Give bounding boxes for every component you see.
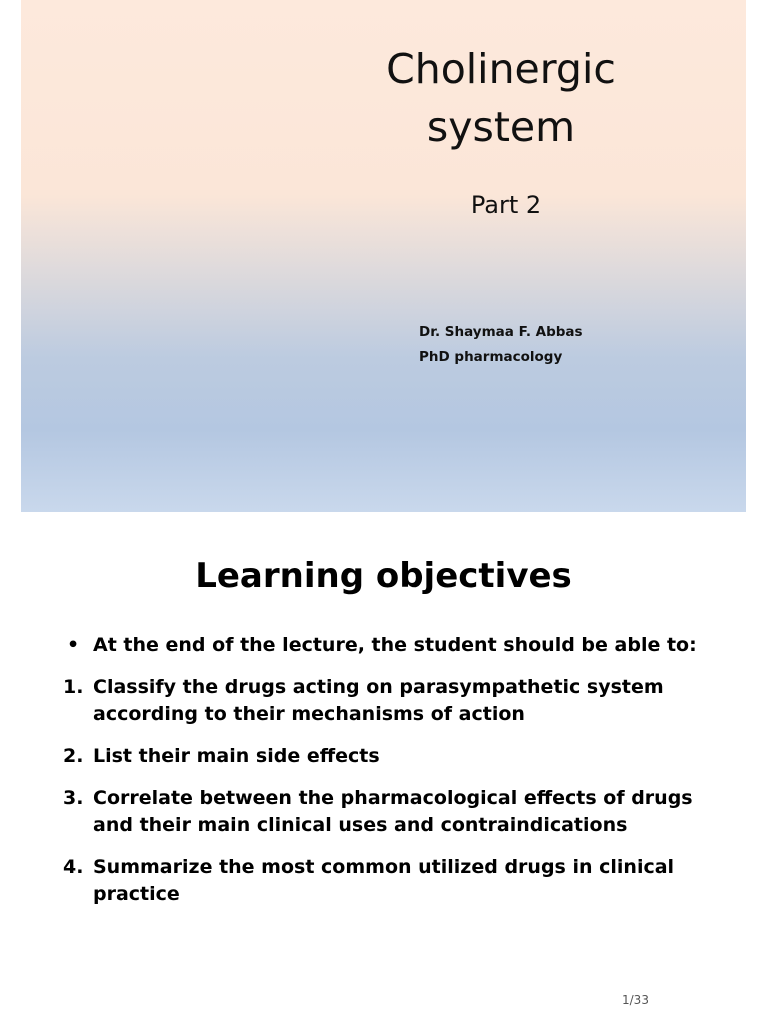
author-degree: PhD pharmacology <box>419 349 563 365</box>
slide-title <box>321 40 681 156</box>
objective-text: Correlate between the pharmacological effects of drugs and their main clinical uses and contraindications <box>93 787 693 836</box>
number-marker: 2. <box>63 745 84 767</box>
objective-item-3 <box>63 785 713 839</box>
author-name: Dr. Shaymaa F. Abbas <box>419 324 583 340</box>
bullet-marker: • <box>67 634 80 656</box>
page-indicator: 1/33 <box>622 993 649 1007</box>
objectives-slide <box>21 512 746 1024</box>
number-marker: 3. <box>63 787 84 809</box>
objective-text: Summarize the most common utilized drugs in clinical practice <box>93 856 675 905</box>
objective-intro <box>63 632 713 659</box>
objective-text: Classify the drugs acting on parasympathetic system according to their mechanisms of action <box>93 676 664 725</box>
objective-item-2 <box>63 743 713 770</box>
objectives-heading: Learning objectives <box>195 556 572 596</box>
objective-item-1 <box>63 674 713 728</box>
slide-subtitle: Part 2 <box>470 191 542 219</box>
title-line-2: system <box>426 103 576 151</box>
number-marker: 4. <box>63 856 84 878</box>
objective-text: List their main side effects <box>93 745 380 767</box>
objective-text: At the end of the lecture, the student should be able to: <box>93 634 697 656</box>
author-block <box>419 320 583 370</box>
objective-item-4 <box>63 854 713 908</box>
title-slide <box>21 0 746 512</box>
title-line-1: Cholinergic <box>386 45 616 93</box>
objectives-list <box>63 632 713 923</box>
number-marker: 1. <box>63 676 84 698</box>
